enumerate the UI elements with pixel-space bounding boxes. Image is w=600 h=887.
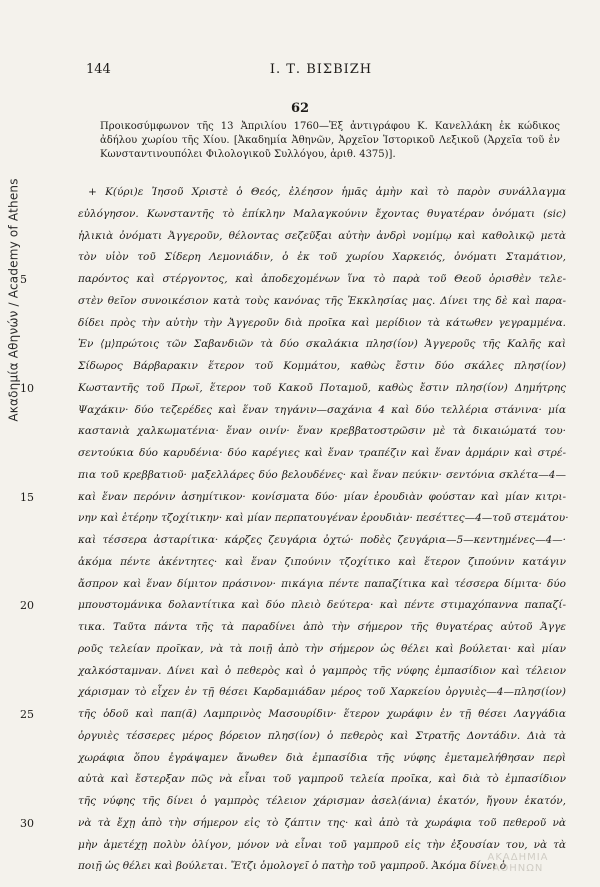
text-line xyxy=(20,487,566,509)
text-line xyxy=(78,465,566,487)
line-text: μπουστομάνικα δολαντίτικα καὶ δύο πλειὸ δεύτερα· καὶ πέντε στιμαχόπαννα παπαζί- xyxy=(78,599,566,612)
line-number: 10 xyxy=(20,381,34,395)
line-number: 20 xyxy=(20,599,34,613)
text-line xyxy=(78,661,566,683)
text-line xyxy=(78,443,566,465)
line-text: Σίδωρος Βάρβαρακιν ἕτερον τοῦ Κομμάτου, καθὼς ἔστιν δύο σκάλες πλησ(ίον) xyxy=(78,360,566,372)
line-text: τικα. Ταῦτα πάντα τῆς τὰ παραδίνει ἀπὸ τὴν σήμερον τῆς θυγατέρας αὐτοῦ Ἀγγε xyxy=(78,621,566,633)
text-line xyxy=(78,334,566,356)
text-line xyxy=(20,704,566,726)
line-text: στὲν θεῖον συνοικέσιον κατὰ τοὺς κανόνας τῆς Ἐκκλησίας μας. Δίνει της δὲ καὶ παρα- xyxy=(78,294,566,307)
text-line xyxy=(78,247,566,269)
text-line xyxy=(78,226,566,248)
text-line xyxy=(78,313,566,335)
line-text: δίδει πρὸς τὴν αὐτὴν τὴν Ἀγγεροῦν διὰ προῖκα καὶ μερίδιον τὰ κάτωθεν γεγραμμένα. xyxy=(78,316,566,329)
line-text: + Κ(ύρι)ε Ἰησοῦ Χριστὲ ὁ Θεός, ἐλέησον ἡμᾶς ἀμὴν καὶ τὸ παρὸν συνάλλαγμα xyxy=(88,186,566,198)
text-line xyxy=(78,726,566,748)
text-line xyxy=(78,639,566,661)
text-line xyxy=(78,769,566,791)
line-number: 5 xyxy=(20,273,27,286)
text-line xyxy=(20,269,566,291)
line-text: ὀργυιὲς τέσσερες μέρος βόρειον πλησ(ίον) ὁ πεθερὸς καὶ Στρατῆς Δοντάδιν. Διὰ τὰ xyxy=(78,729,566,742)
line-text: νὰ τὰ ἔχῃ ἀπὸ τὴν σήμερον εἰς τὸ ζάπτιν της· καὶ ἀπὸ τὰ χωράφια τοῦ πεθεροῦ νὰ xyxy=(78,816,566,829)
text-line xyxy=(20,813,566,835)
line-text: καὶ τέσσερα ἀσταρίτικα· κάρζες ζευγάρια ὀχτώ· ποδὲς ζευγάρια—5—κεντημένες—4—· xyxy=(78,534,566,546)
line-text: Κωσταντῆς τοῦ Πρωϊ, ἕτερον τοῦ Κακοῦ Ποταμοῦ, καθὼς ἔστιν πλησ(ίον) Δημήτρης xyxy=(78,381,566,394)
line-text: νην καὶ ἑτέρην τζοχίτικην· καὶ μίαν περπατουγέναν ἐρουδιὰν· πεσέττες—4—τοῦ στεμάτου· xyxy=(78,512,569,525)
line-text: τῆς ὁδοῦ καὶ παπ(ᾶ) Λαμπρινὸς Μασουρίδιν· ἕτερον χωράφιν ἐν τῇ θέσει Λαγγάδια xyxy=(78,708,566,720)
text-line xyxy=(20,595,566,617)
line-text: καὶ ἕναν περόνιν ἀσημίτικον· κονίσματα δύο· μίαν ἐρουδιὰν φούσταν καὶ μίαν κιτρι- xyxy=(78,490,566,503)
line-text: χαλκόσταμναν. Δίνει καὶ ὁ πεθερὸς καὶ ὁ γαμπρὸς τῆς νύφης ἐμπασίδιον καὶ τέλειον xyxy=(78,664,566,677)
text-line xyxy=(78,508,569,530)
text-line xyxy=(78,682,566,704)
document-body xyxy=(20,182,569,878)
text-line xyxy=(78,421,566,443)
line-text: ποιῇ ὡς θέλει καὶ βούλεται. Ἔτζι ὁμολογεῖ ὁ πατὴρ τοῦ γαμπροῦ. Ἀκόμα δίνει ὁ xyxy=(78,860,507,873)
line-text: ἡλικιὰ ὀνόματι Ἀγγεροῦν, θέλοντας σεζεῦξαι αὐτὴν ἀνδρὶ νομίμῳ καὶ καθολικῷ μετὰ xyxy=(78,229,566,242)
line-text: Ψαχάκιν· δύο τεζερέδες καὶ ἕναν τηγάνιν—σαχάνια 4 καὶ δύο τελλέρια στάνινα· μία xyxy=(78,403,566,416)
text-line xyxy=(78,530,566,552)
line-text: πια τοῦ κρεββατιοῦ· μαξελλάρες δύο βελουδένες· καὶ ἕναν πεύκιν· σεντόνια σκλέτα—4— xyxy=(78,468,566,481)
line-text: Ἐν ⟨μ⟩πρώτοις τῶν Σαβανδιῶν τὰ δύο σκαλάκια πλησ(ίον) Ἀγγεροῦς τῆς Καλῆς καὶ xyxy=(78,338,566,351)
text-line xyxy=(78,356,566,378)
text-line xyxy=(78,291,566,313)
line-text: αὐτὰ καὶ ἔστερξαν πῶς νὰ εἶναι τοῦ γαμπροῦ τελεία προῖκα, καὶ διὰ τὸ ἐμπασίδιον xyxy=(78,773,566,786)
text-line xyxy=(78,182,566,204)
text-line xyxy=(20,378,566,400)
line-text: χωράφια ὅπου ἐγράψαμεν ἄνωθεν διὰ ἐμπασίδια τῆς νύφης ἐμεταμελήθησαν περὶ xyxy=(78,751,566,764)
page-header xyxy=(86,62,556,80)
line-text: παρόντος καὶ στέργοντος, καὶ ἀποδεχομένων ἵνα τὸ παρὰ τοῦ Θεοῦ ὁρισθὲν τελε- xyxy=(78,273,566,285)
text-line xyxy=(78,204,566,226)
line-text: σεντούκια δύο καρυδένια· δύο καρέγιες καὶ ἕναν τραπέζιν καὶ ἕναν ἀρμάριν καὶ στρέ- xyxy=(78,447,566,459)
line-text: ροῦς τελείαν προῖκαν, νὰ τὰ ποιῇ ἀπὸ τὴν σήμερον ὡς θέλει καὶ βούλεται· καὶ μίαν xyxy=(78,642,566,655)
text-line xyxy=(78,574,566,596)
page-number: 144 xyxy=(86,62,111,77)
text-line xyxy=(78,552,566,574)
line-text: καστανιὰ χαλκωματένια· ἕναν οινίν· ἕναν κρεββατοστρῶσιν μὲ τὰ δικαιώματά του· xyxy=(78,425,566,438)
text-line xyxy=(78,617,566,639)
running-head: Ι. Τ. ΒΙΣΒΙΖΗ xyxy=(269,62,373,77)
line-text: μὴν ἀμετέχῃ πολὺν ὀλίγον, μόνον νὰ εἶναι τοῦ γαμπροῦ εἰς τὴν ἐξουσίαν του, νὰ τὰ xyxy=(78,838,566,851)
line-text: ἄσπρον καὶ ἕναν δίμιτον πράσινον· πικάγια πέντε παπαζίτικα καὶ τέσσερα δίμιτα· δύο xyxy=(78,577,566,590)
archive-sidebar-text: Ακαδημία Αθηνών / Academy of Athens xyxy=(7,178,22,422)
line-text: εὐλόγησον. Κωνσταντῆς τὸ ἐπίκλην Μαλαγκούνιν ἔχοντας θυγατέραν ὀνόματι (sic) xyxy=(78,207,566,220)
text-line xyxy=(78,748,566,770)
line-text: τῆς νύφης τῆς δίνει ὁ γαμπρὸς τέλειον χάρισμαν ἀσελ(άνια) ἑκατόν, ἤγουν ἑκατόν, xyxy=(78,795,566,807)
line-number: 25 xyxy=(20,708,34,721)
line-text: χάρισμαν τὸ εἶχεν ἐν τῇ θέσει Καρδαμιάδαν μέρος τοῦ Χαρκείου ὀργυιὲς—4—πλησ(ίον) xyxy=(78,686,566,699)
text-line xyxy=(78,791,566,813)
line-number: 15 xyxy=(20,490,34,504)
line-number: 30 xyxy=(20,816,34,830)
line-text: ἀκόμα πέντε ἀκέντητες· καὶ ἕναν ζιπούνιν τζοχίτικο καὶ ἕτερον ζιπούνιν κατάγιν xyxy=(78,555,566,568)
archive-sidebar-label xyxy=(4,40,24,560)
line-text: τὸν υἱὸν τοῦ Σίδερη Λεμονιάδιν, ὁ ἐκ τοῦ χωρίου Χαρκειός, ὀνόματι Σταμάτιον, xyxy=(78,251,566,264)
document-number: 62 xyxy=(290,101,310,116)
text-line xyxy=(78,400,566,422)
archive-watermark: ΑΚΑΔΗΜΙΑ ΑΘΗΝΩΝ xyxy=(487,852,549,874)
document-heading: Προικοσύμφωνον τῆς 13 Ἀπριλίου 1760—Ἐξ ἀντιγράφου Κ. Κανελλάκη ἐκ κώδικος ἀδήλου χωρίου τῆς Χίου. [Ἀκαδημία Ἀθηνῶν, Ἀρχεῖον Ἱστορικοῦ Λεξικοῦ (Ἀρχεῖα τοῦ ἐν Κωνσταντινουπόλει Φιλολογικοῦ Συλλόγου, ἀριθ. 4375)]. xyxy=(100,121,560,160)
